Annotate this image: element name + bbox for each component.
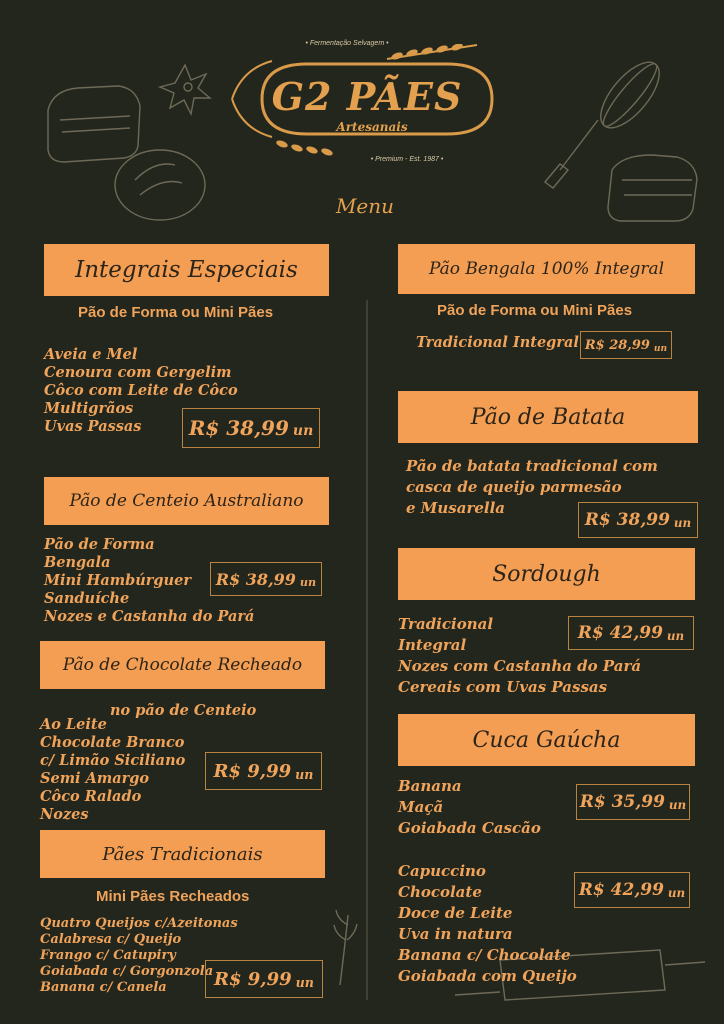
price-sordough: R$ 42,99 un bbox=[568, 616, 694, 650]
round-bread-icon bbox=[115, 150, 205, 220]
list-item: Nozes bbox=[40, 806, 89, 823]
section-title-bengala: Pão Bengala 100% Integral bbox=[398, 244, 695, 294]
list-item: Multigrãos bbox=[44, 400, 134, 417]
list-item: Doce de Leite bbox=[398, 904, 513, 922]
list-item: Maçã bbox=[398, 798, 444, 816]
list-item: Banana c/ Chocolate bbox=[398, 946, 571, 964]
list-item: Aveia e Mel bbox=[44, 346, 138, 363]
section-subtitle-integrais: Pão de Forma ou Mini Pães bbox=[78, 304, 274, 321]
list-item: casca de queijo parmesão bbox=[406, 478, 622, 496]
list-item: Frango c/ Catupiry bbox=[40, 948, 176, 963]
list-item: e Musarella bbox=[406, 499, 506, 517]
list-item: Semi Amargo bbox=[40, 770, 150, 787]
bread-slice-icon bbox=[608, 155, 697, 221]
item-list-cuca-a bbox=[398, 776, 541, 839]
list-item: Tradicional Integral bbox=[416, 334, 579, 351]
list-item: Goiabada c/ Gorgonzola bbox=[40, 964, 214, 979]
list-item: Ao Leite bbox=[40, 716, 107, 733]
list-item: Uvas Passas bbox=[44, 418, 142, 435]
price-integrais: R$ 38,99 un bbox=[182, 408, 320, 448]
item-list-chocolate bbox=[40, 716, 185, 824]
bread-loaf-icon bbox=[48, 86, 140, 162]
list-item: Quatro Queijos c/Azeitonas bbox=[40, 916, 238, 931]
list-item: Banana c/ Canela bbox=[40, 980, 167, 995]
list-item: Cereais com Uvas Passas bbox=[398, 678, 608, 696]
list-item: Capuccino bbox=[398, 862, 486, 880]
section-subtitle-bengala: Pão de Forma ou Mini Pães bbox=[437, 302, 633, 319]
list-item: Sanduíche bbox=[44, 590, 130, 607]
price-batata: R$ 38,99 un bbox=[578, 502, 698, 538]
list-item: Nozes e Castanha do Pará bbox=[44, 608, 255, 625]
list-item: Banana bbox=[398, 777, 462, 795]
price-cuca-a: R$ 35,99 un bbox=[576, 784, 690, 820]
section-title-sordough: Sordough bbox=[398, 548, 695, 600]
star-anise-icon bbox=[160, 65, 210, 114]
list-item: Goiabada Cascão bbox=[398, 819, 541, 837]
section-title-integrais: Integrais Especiais bbox=[44, 244, 329, 296]
item-list-bengala bbox=[416, 334, 579, 352]
whisk-icon bbox=[545, 53, 670, 188]
logo-top-tag: • Fermentação Selvagem • bbox=[305, 40, 389, 47]
brand-subtitle: Artesanais bbox=[336, 120, 408, 134]
list-item: c/ Limão Siciliano bbox=[40, 752, 186, 769]
list-item: Nozes com Castanha do Pará bbox=[398, 657, 642, 675]
list-item: Pão de batata tradicional com bbox=[406, 457, 658, 475]
section-title-centeio: Pão de Centeio Australiano bbox=[44, 477, 329, 525]
list-item: Goiabada com Queijo bbox=[398, 967, 577, 985]
list-item: Côco com Leite de Côco bbox=[44, 382, 238, 399]
list-item: Tradicional bbox=[398, 615, 494, 633]
list-item: Mini Hambúrguer bbox=[44, 572, 191, 589]
section-subtitle-chocolate: no pão de Centeio bbox=[110, 702, 257, 719]
logo-bottom-tag: • Premium - Est. 1987 • bbox=[370, 156, 444, 163]
list-item: Côco Ralado bbox=[40, 788, 142, 805]
logo bbox=[222, 36, 512, 166]
section-title-batata: Pão de Batata bbox=[398, 391, 698, 443]
price-cuca-b: R$ 42,99 un bbox=[574, 872, 690, 908]
wheat-sprig-icon bbox=[334, 910, 357, 985]
list-item: Chocolate bbox=[398, 883, 482, 901]
price-tradicionais: R$ 9,99 un bbox=[205, 960, 323, 998]
price-centeio: R$ 38,99 un bbox=[210, 562, 322, 596]
section-title-chocolate: Pão de Chocolate Recheado bbox=[40, 641, 325, 689]
list-item: Integral bbox=[398, 636, 467, 654]
list-item: Cenoura com Gergelim bbox=[44, 364, 232, 381]
item-list-cuca-b bbox=[398, 861, 577, 987]
menu-title: Menu bbox=[335, 194, 395, 218]
section-title-tradicionais: Pães Tradicionais bbox=[40, 830, 325, 878]
list-item: Bengala bbox=[44, 554, 111, 571]
list-item: Calabresa c/ Queijo bbox=[40, 932, 182, 947]
price-chocolate: R$ 9,99 un bbox=[205, 752, 322, 790]
section-title-cuca: Cuca Gaúcha bbox=[398, 714, 695, 766]
section-subtitle-tradicionais: Mini Pães Recheados bbox=[96, 888, 250, 905]
list-item: Uva in natura bbox=[398, 925, 513, 943]
list-item: Chocolate Branco bbox=[40, 734, 185, 751]
list-item: Pão de Forma bbox=[44, 536, 155, 553]
brand-name: G2 PÃES bbox=[271, 74, 463, 119]
price-bengala: R$ 28,99 un bbox=[580, 331, 672, 359]
